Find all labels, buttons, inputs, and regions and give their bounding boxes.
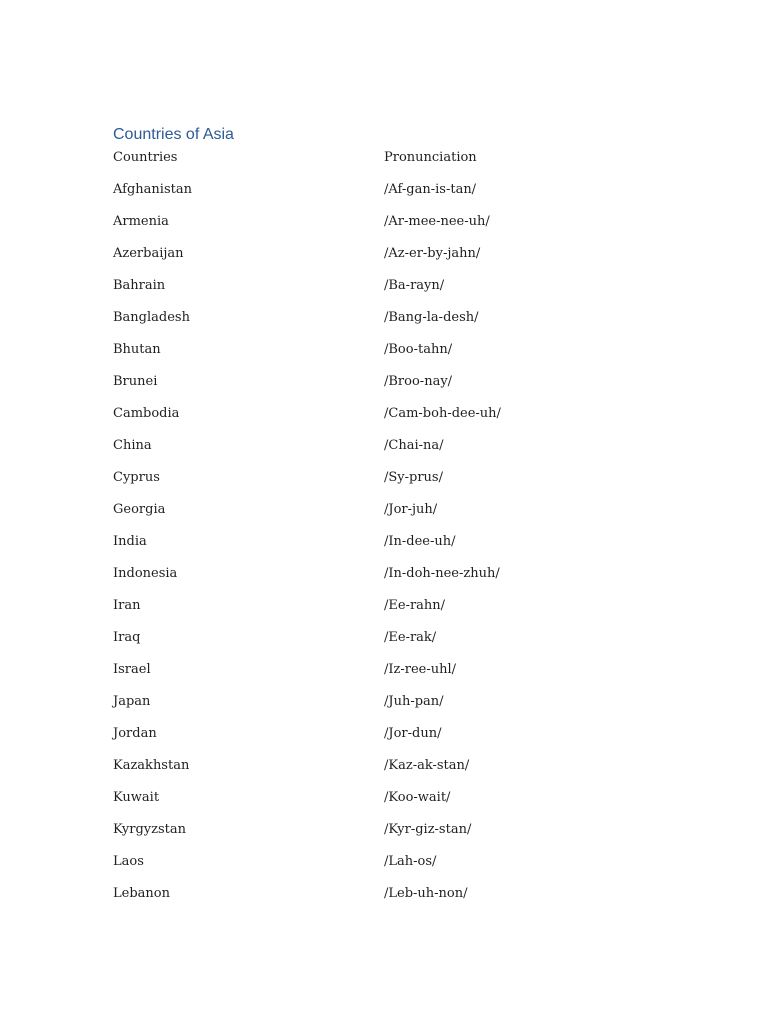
country-name: Bahrain bbox=[113, 278, 166, 293]
country-name: Iran bbox=[113, 598, 141, 613]
table-row bbox=[113, 212, 633, 244]
country-pronunciation: /Broo-nay/ bbox=[384, 374, 453, 389]
table-header-row bbox=[113, 148, 633, 180]
country-pronunciation: /Cam-boh-dee-uh/ bbox=[384, 406, 501, 421]
country-name: Bangladesh bbox=[113, 310, 190, 325]
table-row bbox=[113, 596, 633, 628]
country-pronunciation: /Iz-ree-uhl/ bbox=[384, 662, 457, 677]
country-pronunciation: /Koo-wait/ bbox=[384, 790, 451, 805]
country-pronunciation: /Af-gan-is-tan/ bbox=[384, 182, 477, 197]
table-row bbox=[113, 564, 633, 596]
column-header-pronunciation: Pronunciation bbox=[384, 150, 477, 165]
table-row bbox=[113, 500, 633, 532]
countries-table bbox=[113, 148, 633, 916]
country-name: Bhutan bbox=[113, 342, 161, 357]
country-name: Azerbaijan bbox=[113, 246, 184, 261]
country-pronunciation: /Sy-prus/ bbox=[384, 470, 443, 485]
table-row bbox=[113, 244, 633, 276]
table-row bbox=[113, 660, 633, 692]
document-title: Countries of Asia bbox=[113, 126, 234, 143]
country-name: China bbox=[113, 438, 152, 453]
country-pronunciation: /Chai-na/ bbox=[384, 438, 444, 453]
country-name: Jordan bbox=[113, 726, 157, 741]
country-pronunciation: /Jor-juh/ bbox=[384, 502, 438, 517]
table-row bbox=[113, 884, 633, 916]
country-name: Georgia bbox=[113, 502, 166, 517]
column-header-countries: Countries bbox=[113, 150, 178, 165]
table-row bbox=[113, 436, 633, 468]
table-row bbox=[113, 532, 633, 564]
country-name: Kyrgyzstan bbox=[113, 822, 186, 837]
country-name: India bbox=[113, 534, 147, 549]
country-name: Indonesia bbox=[113, 566, 178, 581]
table-row bbox=[113, 180, 633, 212]
country-name: Lebanon bbox=[113, 886, 170, 901]
table-row bbox=[113, 468, 633, 500]
country-pronunciation: /In-doh-nee-zhuh/ bbox=[384, 566, 500, 581]
table-row bbox=[113, 340, 633, 372]
table-row bbox=[113, 276, 633, 308]
country-pronunciation: /Ee-rahn/ bbox=[384, 598, 446, 613]
country-name: Kuwait bbox=[113, 790, 160, 805]
table-row bbox=[113, 628, 633, 660]
country-pronunciation: /Kaz-ak-stan/ bbox=[384, 758, 470, 773]
country-pronunciation: /Ba-rayn/ bbox=[384, 278, 445, 293]
country-name: Laos bbox=[113, 854, 144, 869]
table-row bbox=[113, 404, 633, 436]
table-row bbox=[113, 308, 633, 340]
table-row bbox=[113, 724, 633, 756]
country-name: Cambodia bbox=[113, 406, 180, 421]
country-name: Israel bbox=[113, 662, 151, 677]
table-row bbox=[113, 788, 633, 820]
table-row bbox=[113, 692, 633, 724]
country-name: Cyprus bbox=[113, 470, 160, 485]
country-name: Brunei bbox=[113, 374, 158, 389]
table-row bbox=[113, 852, 633, 884]
country-pronunciation: /In-dee-uh/ bbox=[384, 534, 456, 549]
country-pronunciation: /Ar-mee-nee-uh/ bbox=[384, 214, 490, 229]
country-pronunciation: /Bang-la-desh/ bbox=[384, 310, 479, 325]
country-pronunciation: /Ee-rak/ bbox=[384, 630, 437, 645]
country-pronunciation: /Leb-uh-non/ bbox=[384, 886, 468, 901]
country-pronunciation: /Boo-tahn/ bbox=[384, 342, 453, 357]
country-name: Afghanistan bbox=[113, 182, 192, 197]
table-row bbox=[113, 820, 633, 852]
table-row bbox=[113, 756, 633, 788]
country-pronunciation: /Az-er-by-jahn/ bbox=[384, 246, 481, 261]
country-pronunciation: /Juh-pan/ bbox=[384, 694, 444, 709]
country-name: Kazakhstan bbox=[113, 758, 190, 773]
country-pronunciation: /Lah-os/ bbox=[384, 854, 437, 869]
country-name: Iraq bbox=[113, 630, 141, 645]
country-name: Armenia bbox=[113, 214, 169, 229]
country-name: Japan bbox=[113, 694, 151, 709]
country-pronunciation: /Jor-dun/ bbox=[384, 726, 442, 741]
table-row bbox=[113, 372, 633, 404]
country-pronunciation: /Kyr-giz-stan/ bbox=[384, 822, 472, 837]
